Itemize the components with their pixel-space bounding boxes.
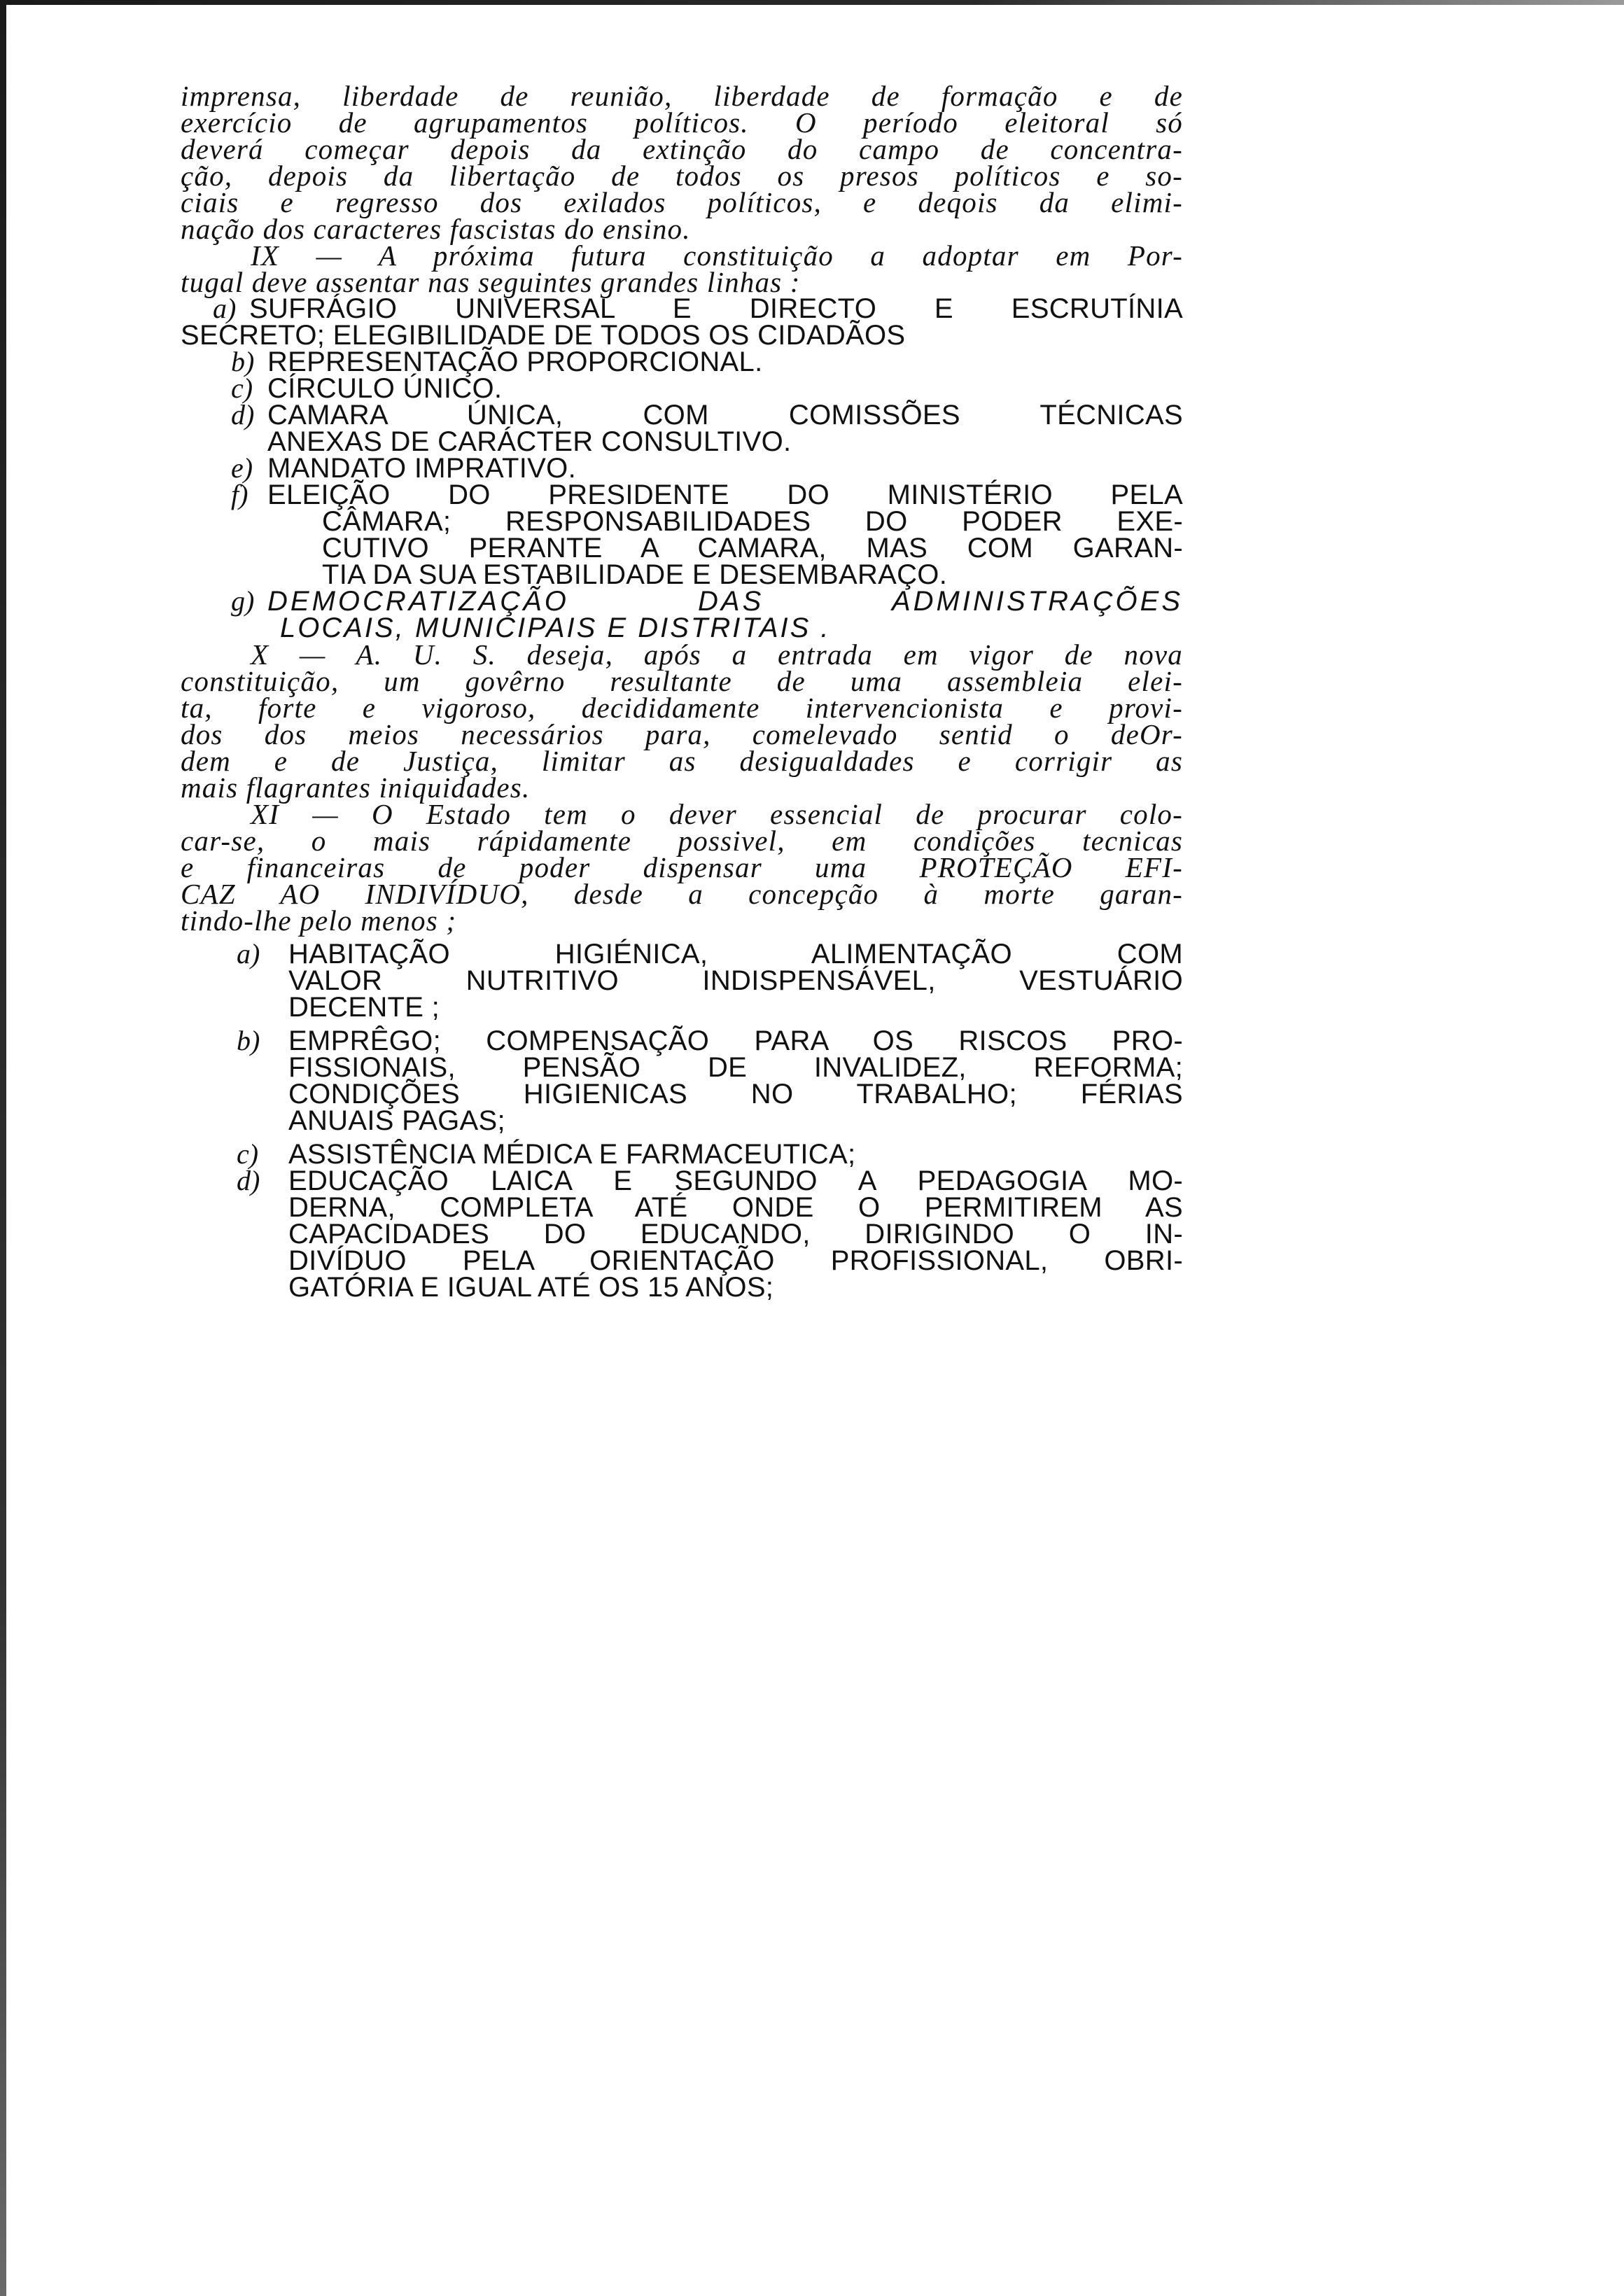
list-item-text: FISSIONAIS, PENSÃO DE INVALIDEZ, REFORMA; xyxy=(288,1052,1183,1083)
list-item-text: GATÓRIA E IGUAL ATÉ OS 15 ANOS; xyxy=(288,1272,774,1303)
list-item-text: SUFRÁGIO UNIVERSAL E DIRECTO E ESCRUTÍNIA xyxy=(249,293,1183,324)
list-marker: a) xyxy=(237,938,260,969)
list-item-f xyxy=(231,479,1183,590)
list-item-d xyxy=(231,399,1183,457)
intro-paragraph xyxy=(181,80,1183,245)
list-item-text: HABITAÇÃO HIGIÉNICA, ALIMENTAÇÃO COM xyxy=(288,939,1183,969)
scan-left-edge xyxy=(0,0,6,2296)
list-item-b xyxy=(237,1025,1183,1136)
list-item-text: CAPACIDADES DO EDUCANDO, DIRIGINDO O IN- xyxy=(288,1219,1183,1250)
list-item-text: ANEXAS DE CARÁCTER CONSULTIVO. xyxy=(267,426,792,457)
list-item-text: DEMOCRATIZAÇÃO DAS ADMINISTRAÇÕES xyxy=(267,586,1183,617)
text-line: nação dos caracteres fascistas do ensino. xyxy=(181,213,691,245)
list-item-b xyxy=(231,346,1183,377)
list-item-text: ASSISTÊNCIA MÉDICA E FARMACEUTICA; xyxy=(288,1139,856,1170)
text-line: tugal deve assentar nas seguintes grandes linhas : xyxy=(181,266,801,298)
list-item-text: DECENTE ; xyxy=(288,992,440,1023)
text-line: ção, depois da libertação de todos os presos políticos e so- xyxy=(181,160,1183,192)
list-item-text: CAMARA ÚNICA, COM COMISSÕES TÉCNICAS xyxy=(267,400,1183,430)
list-item-text: EDUCAÇÃO LAICA E SEGUNDO A PEDAGOGIA MO- xyxy=(288,1166,1183,1196)
list-item-c xyxy=(237,1138,1183,1170)
list-item-text: TIA DA SUA ESTABILIDADE E DESEMBARAÇO. xyxy=(322,559,948,590)
list-item-continuation: SECRETO; ELEGIBILIDADE DE TODOS OS CIDADÃOS xyxy=(181,320,906,351)
text-line: exercício de agrupamentos políticos. O período eleitoral só xyxy=(181,106,1183,139)
list-item-text: DIVÍDUO PELA ORIENTAÇÃO PROFISSIONAL, OBRI- xyxy=(288,1245,1183,1276)
list-item-text: CONDIÇÕES HIGIENICAS NO TRABALHO; FÉRIAS xyxy=(288,1079,1183,1110)
list-item-text: CÂMARA; RESPONSABILIDADES DO PODER EXE- xyxy=(322,506,1183,537)
list-item-text: CÍRCULO ÚNICO. xyxy=(267,373,503,404)
list-item-a xyxy=(213,295,1183,322)
section-ix xyxy=(181,239,1183,643)
section-xi-heading: XI — O Estado tem o dever essencial de procurar colo- xyxy=(251,798,1183,830)
list-item-text: LOCAIS, MUNICIPAIS E DISTRITAIS . xyxy=(280,612,831,643)
list-item-text: ANUAIS PAGAS; xyxy=(288,1105,505,1136)
text-line: ciais e regresso dos exilados políticos, e deqois da elimi- xyxy=(181,186,1183,218)
list-item-text: DERNA, COMPLETA ATÉ ONDE O PERMITIREM AS xyxy=(288,1192,1183,1223)
list-marker: b) xyxy=(237,1025,260,1056)
list-marker: d) xyxy=(231,399,255,430)
list-item-text: REPRESENTAÇÃO PROPORCIONAL. xyxy=(267,346,763,377)
list-item-text: EMPRÊGO; COMPENSAÇÃO PARA OS RISCOS PRO- xyxy=(288,1026,1183,1056)
text-line: imprensa, liberdade de reunião, liberdade de formação e de xyxy=(181,80,1183,112)
section-xi xyxy=(181,798,1183,1303)
list-item-a xyxy=(237,938,1183,1023)
text-line: constituição, um govêrno resultante de uma assembleia elei- xyxy=(181,665,1183,697)
text-line: ta, forte e vigoroso, decididamente intervencionista e provi- xyxy=(181,692,1183,724)
list-marker: c) xyxy=(231,372,253,404)
text-line: dem e de Justiça, limitar as desigualdades e corrigir as xyxy=(181,745,1183,777)
list-marker: e) xyxy=(231,452,253,484)
text-line: dos dos meios necessários para, comelevado sentid o deOr- xyxy=(181,718,1183,750)
text-line: tindo-lhe pelo menos ; xyxy=(181,904,457,937)
list-item-text: MANDATO IMPRATIVO. xyxy=(267,453,576,484)
section-x-heading: X — A. U. S. deseja, após a entrada em vigor de nova xyxy=(251,638,1183,671)
list-item-d xyxy=(237,1165,1183,1303)
list-item-e xyxy=(231,452,1183,484)
text-line: CAZ AO INDIVÍDUO, desde a concepção à morte garan- xyxy=(181,878,1183,910)
list-item-g xyxy=(231,585,1183,643)
list-item-text: VALOR NUTRITIVO INDISPENSÁVEL, VESTUÁRIO xyxy=(288,965,1183,996)
list-item-c xyxy=(231,372,1183,404)
list-marker: g) xyxy=(231,585,255,617)
text-line: car-se, o mais rápidamente possivel, em condições tecnicas xyxy=(181,825,1183,857)
list-item-text: ELEIÇÃO DO PRESIDENTE DO MINISTÉRIO PELA xyxy=(267,479,1183,510)
text-line: mais flagrantes iniquidades. xyxy=(181,771,531,804)
section-x xyxy=(181,638,1183,804)
text-line: e financeiras de poder dispensar uma PROTEÇÃO EFI- xyxy=(181,851,1183,883)
list-marker: d) xyxy=(237,1165,260,1196)
list-marker: a) xyxy=(213,293,237,324)
list-marker: c) xyxy=(237,1138,259,1170)
scan-top-edge xyxy=(0,0,1624,5)
list-marker: b) xyxy=(231,346,255,377)
list-item-text: CUTIVO PERANTE A CAMARA, MAS COM GARAN- xyxy=(322,533,1183,564)
document-page xyxy=(181,80,1183,1303)
section-ix-heading: IX — A próxima futura constituição a adoptar em Por- xyxy=(251,239,1183,272)
text-line: deverá começar depois da extinção do campo de concentra- xyxy=(181,133,1183,165)
list-marker: f) xyxy=(231,479,248,510)
